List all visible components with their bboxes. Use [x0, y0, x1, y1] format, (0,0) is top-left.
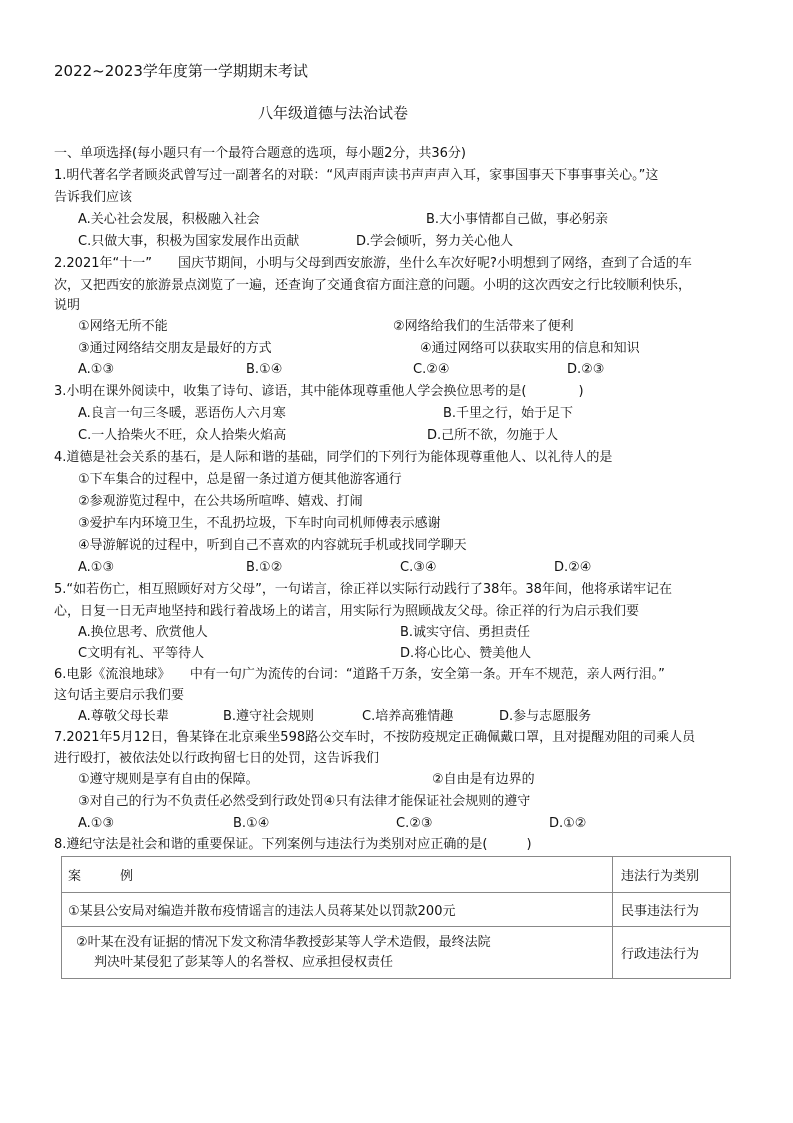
q6-option-d: D.参与志愿服务: [499, 709, 592, 724]
case-table-row2-case-line2: 判决叶某侵犯了彭某等人的名誉权、应承担侵权责任: [94, 954, 394, 970]
q6-option-a: A.尊敬父母长辈: [78, 709, 169, 724]
section-heading: 一、单项选择(每小题只有一个最符合题意的选项，每小题2分，共36分): [54, 146, 466, 161]
q6-option-c: C.培养高雅情趣: [362, 709, 454, 724]
q6-option-b: B.遵守社会规则: [223, 709, 315, 724]
case-table-row2-type: 行政违法行为: [613, 927, 731, 979]
q6-stem-line1: 6.电影《流浪地球》 中有一句广为流传的台词：“道路千万条，安全第一条。开车不规范，亲人两行泪。”: [54, 667, 665, 682]
q5-option-a: A.换位思考、欣赏他人: [78, 625, 208, 640]
case-table-row2-case-line1: ②叶某在没有证据的情况下发文称清华教授彭某等人学术造假，最终法院: [76, 934, 491, 950]
q7-option-c: C.②③: [396, 816, 433, 831]
q3-option-a: A.良言一句三冬暖，恶语伤人六月寒: [78, 406, 286, 421]
q2-option-d: D.②③: [567, 362, 605, 377]
q1-option-c: C.只做大事，积极为国家发展作出贡献: [78, 234, 300, 249]
q1-stem-line2: 告诉我们应该: [54, 190, 133, 205]
case-table-header-row: [62, 857, 731, 893]
q1-stem-line1: 1.明代著名学者顾炎武曾写过一副著名的对联：“风声雨声读书声声声入耳，家事国事天下事事事关心。”这: [54, 168, 659, 183]
q3-option-d: D.己所不欲，勿施于人: [427, 428, 559, 443]
q4-option-d: D.②④: [554, 560, 592, 575]
case-table-row: [62, 893, 731, 927]
q4-statement-3: ③爱护车内环境卫生，不乱扔垃圾，下车时向司机师傅表示感谢: [78, 516, 441, 531]
q7-statement-2: ②自由是有边界的: [432, 772, 535, 787]
q2-statement-1: ①网络无所不能: [78, 319, 168, 334]
q2-option-a: A.①③: [78, 362, 115, 377]
case-table-row2-case: [62, 927, 613, 979]
exam-subtitle: 八年级道德与法治试卷: [258, 104, 409, 122]
q5-stem-line2: 心，日复一日无声地坚持和践行着战场上的诺言，用实际行为照顾战友父母。徐正祥的行为启示我们要: [54, 604, 640, 619]
q3-option-c: C.一人拾柴火不旺，众人拾柴火焰高: [78, 428, 287, 443]
q1-option-d: D.学会倾听，努力关心他人: [356, 234, 514, 249]
q2-statement-2: ②网络给我们的生活带来了便利: [393, 319, 574, 334]
q2-stem-line2: 次，又把西安的旅游景点浏览了一遍，还查询了交通食宿方面注意的问题。小明的这次西安之行比较顺利快乐，: [54, 278, 692, 293]
q4-stem: 4.道德是社会关系的基石，是人际和谐的基础，同学们的下列行为能体现尊重他人、以礼待人的是: [54, 450, 613, 465]
q7-statement-3-4: ③对自己的行为不负责任必然受到行政处罚④只有法律才能保证社会规则的遵守: [78, 794, 531, 809]
q2-option-b: B.①④: [246, 362, 283, 377]
q7-option-a: A.①③: [78, 816, 115, 831]
q7-stem-line1: 7.2021年5月12日，鲁某锋在北京乘坐598路公交车时，不按防疫规定正确佩戴口罩，且对提醒劝阻的司乘人员: [54, 730, 696, 745]
q7-stem-line2: 进行殴打，被依法处以行政拘留七日的处罚，这告诉我们: [54, 751, 380, 766]
q2-option-c: C.②④: [413, 362, 450, 377]
q5-option-c: C文明有礼、平等待人: [78, 646, 205, 661]
q4-option-b: B.①②: [246, 560, 283, 575]
q1-option-b: B.大小事情都自己做，事必躬亲: [426, 212, 609, 227]
case-table-header-case: 案 例: [62, 857, 613, 893]
q7-option-d: D.①②: [549, 816, 587, 831]
q8-stem: 8.遵纪守法是社会和谐的重要保证。下列案例与违法行为类别对应正确的是( ): [54, 837, 532, 852]
q3-stem: 3.小明在课外阅读中，收集了诗句、谚语，其中能体现尊重他人学会换位思考的是( ): [54, 384, 584, 399]
case-table-row1-type: 民事违法行为: [613, 893, 731, 927]
exam-title: 2022~2023学年度第一学期期末考试: [54, 62, 308, 80]
q6-stem-line2: 这句话主要启示我们要: [54, 688, 185, 703]
q2-statement-3: ③通过网络结交朋友是最好的方式: [78, 341, 272, 356]
case-table: [61, 856, 731, 979]
q2-statement-4: ④通过网络可以获取实用的信息和知识: [420, 341, 640, 356]
q4-statement-4: ④导游解说的过程中，听到自己不喜欢的内容就玩手机或找同学聊天: [78, 538, 467, 553]
q5-stem-line1: 5.“如若伤亡，相互照顾好对方父母”，一句诺言，徐正祥以实际行动践行了38年。38年间，他将承诺牢记在: [54, 582, 672, 597]
case-table-row: [62, 927, 731, 979]
q7-option-b: B.①④: [233, 816, 270, 831]
q4-option-a: A.①③: [78, 560, 115, 575]
q1-option-a: A.关心社会发展，积极融入社会: [78, 212, 260, 227]
q4-option-c: C.③④: [400, 560, 437, 575]
q2-stem-line3: 说明: [54, 298, 81, 313]
case-table-header-type: 违法行为类别: [613, 857, 731, 893]
q3-option-b: B.千里之行，始于足下: [443, 406, 574, 421]
case-table-row1-case: ①某县公安局对编造并散布疫情谣言的违法人员蒋某处以罚款200元: [62, 893, 613, 927]
q2-stem-line1: 2.2021年“十一” 国庆节期间，小明与父母到西安旅游，坐什么车次好呢?小明想到了网络，查到了合适的车: [54, 256, 692, 271]
q5-option-b: B.诚实守信、勇担责任: [400, 625, 531, 640]
q7-statement-1: ①遵守规则是享有自由的保障。: [78, 772, 259, 787]
q4-statement-2: ②参观游览过程中，在公共场所喧哗、嬉戏、打闹: [78, 494, 363, 509]
q4-statement-1: ①下车集合的过程中，总是留一条过道方便其他游客通行: [78, 472, 402, 487]
q5-option-d: D.将心比心、赞美他人: [400, 646, 532, 661]
